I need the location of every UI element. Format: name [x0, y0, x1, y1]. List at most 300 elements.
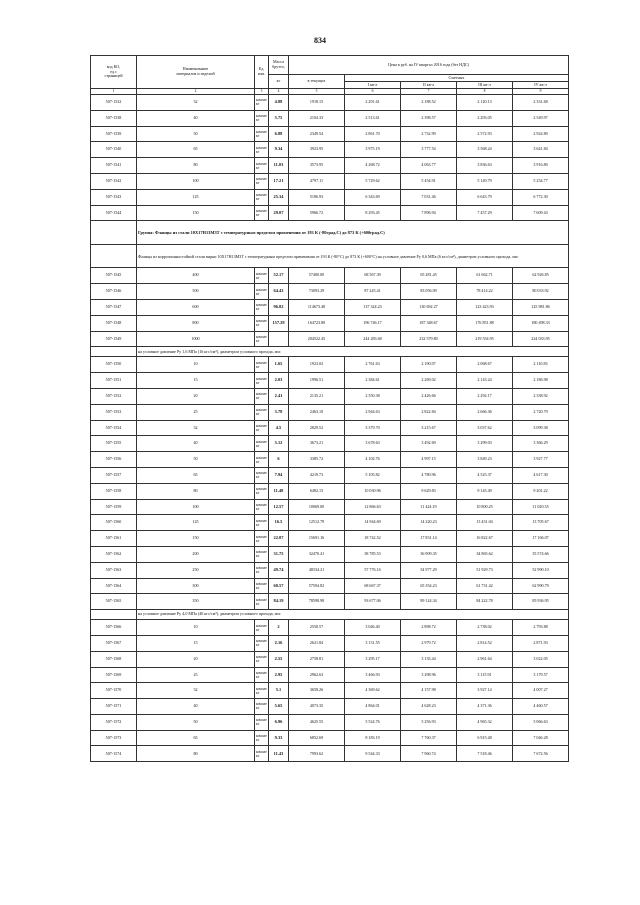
price-current: 3673.21 [289, 436, 345, 452]
price-q2: 2 979.72 [401, 635, 457, 651]
item-name: 200 [137, 546, 255, 562]
price-q2: 2 188.52 [401, 95, 457, 111]
price-current: 2135.21 [289, 388, 345, 404]
table-row [91, 515, 569, 531]
item-code: 507-1569 [91, 667, 137, 683]
price-q4: 224 033.95 [513, 331, 569, 347]
price-q3: 61 662.71 [457, 268, 513, 284]
price-q2: 3 298.96 [401, 667, 457, 683]
item-name: 1000 [137, 331, 255, 347]
table-row [91, 95, 569, 111]
item-weight: 5.65 [269, 699, 289, 715]
price-current: 1923.02 [289, 357, 345, 373]
price-q3: 4 371.36 [457, 699, 513, 715]
item-unit: компле кт [255, 499, 269, 515]
item-unit: компле кт [255, 651, 269, 667]
price-q2: 2 190.07 [401, 357, 457, 373]
price-q3: 176 851.88 [457, 315, 513, 331]
price-current: 6852.69 [289, 730, 345, 746]
item-code: 507-1546 [91, 284, 137, 300]
item-unit: компле кт [255, 420, 269, 436]
price-q2: 83 056.09 [401, 284, 457, 300]
item-name: 40 [137, 699, 255, 715]
price-current: 204522.45 [289, 331, 345, 347]
item-name: 40 [137, 110, 255, 126]
item-name: 100 [137, 173, 255, 189]
header-code: код КО, ед.с страницей [91, 56, 137, 89]
price-q3: 84 222.78 [457, 594, 513, 610]
item-weight: 31.75 [269, 546, 289, 562]
item-name: 80 [137, 746, 255, 762]
item-unit: компле кт [255, 467, 269, 483]
price-current: 3923.95 [289, 142, 345, 158]
item-name: 500 [137, 284, 255, 300]
price-current: 3658.26 [289, 683, 345, 699]
item-unit: компле кт [255, 546, 269, 562]
price-q2: 130 692.27 [401, 299, 457, 315]
price-q4: 2 110.83 [513, 357, 569, 373]
price-q1: 93 677.06 [345, 594, 401, 610]
price-q4: 3 366.29 [513, 436, 569, 452]
item-unit: компле кт [255, 284, 269, 300]
price-q3: 3 037.62 [457, 420, 513, 436]
item-weight: 11.43 [269, 746, 289, 762]
table-row [91, 420, 569, 436]
table-row [91, 268, 569, 284]
note-section-1 [91, 347, 569, 357]
price-q4: 180 498.33 [513, 315, 569, 331]
item-code: 507-1573 [91, 730, 137, 746]
price-q3: 10 800.25 [457, 499, 513, 515]
price-q3: 9 145.49 [457, 483, 513, 499]
item-name: 32 [137, 95, 255, 111]
price-q2: 7 760.37 [401, 730, 457, 746]
price-q2: 2 269.02 [401, 373, 457, 389]
item-code: 507-1568 [91, 651, 137, 667]
item-name: 25 [137, 667, 255, 683]
table-row [91, 436, 569, 452]
price-q2: 7 031.46 [401, 189, 457, 205]
price-q3: 2 572.93 [457, 126, 513, 142]
item-code: 507-1542 [91, 173, 137, 189]
price-q3: 2 293.05 [457, 110, 513, 126]
item-unit: компле кт [255, 110, 269, 126]
price-q3: 219 554.95 [457, 331, 513, 347]
price-q3: 5 149.79 [457, 173, 513, 189]
price-q1: 2 861.70 [345, 126, 401, 142]
price-current: 2962.63 [289, 667, 345, 683]
price-q1: 2 513.61 [345, 110, 401, 126]
price-q4: 85 936.95 [513, 594, 569, 610]
column-index: 2 [137, 89, 255, 95]
item-weight: 2 [269, 620, 289, 636]
price-q1: 2 384.61 [345, 373, 401, 389]
item-name: 800 [137, 315, 255, 331]
table-row [91, 499, 569, 515]
price-q4: 9 201.22 [513, 483, 569, 499]
item-weight: 9.33 [269, 730, 289, 746]
price-q1: 38 785.53 [345, 546, 401, 562]
price-q1: 12 866.63 [345, 499, 401, 515]
header-name: Наименование материалов и изделий [137, 56, 255, 89]
price-current: 3573.95 [289, 158, 345, 174]
table-row [91, 730, 569, 746]
price-q3: 2 068.67 [457, 357, 513, 373]
header-weight-unit: кг [269, 75, 289, 89]
item-unit: компле кт [255, 158, 269, 174]
item-weight: 29.07 [269, 205, 289, 221]
price-current: 2621.84 [289, 635, 345, 651]
item-code: 507-1567 [91, 635, 137, 651]
price-q1: 2 944.63 [345, 404, 401, 420]
price-q2: 5 256.93 [401, 714, 457, 730]
price-q4: 2 331.68 [513, 95, 569, 111]
header-q4: IV кв-л [513, 82, 569, 89]
item-unit: компле кт [255, 699, 269, 715]
table-row [91, 594, 569, 610]
price-current: 114673.48 [289, 299, 345, 315]
item-unit: компле кт [255, 667, 269, 683]
table-row [91, 635, 569, 651]
table-row [91, 299, 569, 315]
table-row [91, 452, 569, 468]
price-q1: 57 776.16 [345, 562, 401, 578]
item-unit: компле кт [255, 578, 269, 594]
price-q1: 8 293.45 [345, 205, 401, 221]
price-current: 2104.33 [289, 110, 345, 126]
price-q1: 4 268.72 [345, 158, 401, 174]
item-unit: компле кт [255, 730, 269, 746]
item-code: 507-1541 [91, 158, 137, 174]
price-q4: 5 254.77 [513, 173, 569, 189]
note-section-2 [91, 610, 569, 620]
price-current: 5186.93 [289, 189, 345, 205]
item-weight: 84.19 [269, 594, 289, 610]
table-row [91, 126, 569, 142]
price-current: 32470.41 [289, 546, 345, 562]
header-q3: III кв-л [457, 82, 513, 89]
price-q4: 2 924.80 [513, 126, 569, 142]
item-name: 10 [137, 620, 255, 636]
section-rows-b [91, 268, 569, 347]
item-code: 507-1548 [91, 315, 137, 331]
table-row [91, 173, 569, 189]
item-unit: компле кт [255, 268, 269, 284]
price-q3: 6 915.48 [457, 730, 513, 746]
price-current: 1996.51 [289, 373, 345, 389]
item-code: 507-1543 [91, 189, 137, 205]
price-q2: 187 348.67 [401, 315, 457, 331]
table-row [91, 578, 569, 594]
column-index: 7 [401, 89, 457, 95]
column-index: 3 [255, 89, 269, 95]
price-current: 2829.52 [289, 420, 345, 436]
price-q4: 7 609.43 [513, 205, 569, 221]
price-q2: 3 492.69 [401, 436, 457, 452]
price-current: 4625.55 [289, 714, 345, 730]
table-row [91, 651, 569, 667]
price-q3: 4 965.32 [457, 714, 513, 730]
price-q3: 51 929.73 [457, 562, 513, 578]
item-name: 80 [137, 483, 255, 499]
item-unit: компле кт [255, 142, 269, 158]
price-q3: 2 292.17 [457, 388, 513, 404]
item-code: 507-1556 [91, 452, 137, 468]
price-q3: 2 814.52 [457, 635, 513, 651]
price-q2: 2 426.66 [401, 388, 457, 404]
price-q4: 11 020.35 [513, 499, 569, 515]
price-q3: 2 666.36 [457, 404, 513, 420]
item-weight: 11.48 [269, 483, 289, 499]
item-name: 50 [137, 126, 255, 142]
price-q2: 11 424.19 [401, 499, 457, 515]
item-unit: компле кт [255, 620, 269, 636]
price-q3: 3 836.63 [457, 158, 513, 174]
price-q1: 3 131.55 [345, 635, 401, 651]
price-q3: 2 143.24 [457, 373, 513, 389]
item-unit: компле кт [255, 683, 269, 699]
table-row [91, 467, 569, 483]
price-current: 2758.81 [289, 651, 345, 667]
price-q3: 34 865.62 [457, 546, 513, 562]
header-weight: Масса брутто, [269, 56, 289, 75]
item-weight: 17.21 [269, 173, 289, 189]
price-current: 6482.15 [289, 483, 345, 499]
price-current: 7993.62 [289, 746, 345, 762]
table-row [91, 331, 569, 347]
item-code: 507-1563 [91, 562, 137, 578]
item-unit: компле кт [255, 95, 269, 111]
note-code-cell [91, 347, 137, 357]
price-q1: 3 379.70 [345, 420, 401, 436]
price-q1: 8 183.19 [345, 730, 401, 746]
price-q1: 4 102.76 [345, 452, 401, 468]
item-weight: 5.1 [269, 683, 289, 699]
price-current: 15691.16 [289, 531, 345, 547]
header-price-title: Цена в руб. на IV квартал 2016 года (без НДС) [289, 56, 569, 75]
table-row [91, 562, 569, 578]
item-unit: компле кт [255, 388, 269, 404]
price-q4: 2 338.92 [513, 388, 569, 404]
price-q1: 196 746.17 [345, 315, 401, 331]
price-q2: 7 960.74 [401, 746, 457, 762]
price-q2: 4 997.15 [401, 452, 457, 468]
item-code: 507-1571 [91, 699, 137, 715]
price-current: 4797.11 [289, 173, 345, 189]
header-current: в текущих [289, 75, 345, 89]
price-table [90, 55, 569, 762]
section-rows-c [91, 357, 569, 610]
item-unit: компле кт [255, 373, 269, 389]
item-name: 80 [137, 158, 255, 174]
table-row [91, 373, 569, 389]
item-name: 150 [137, 205, 255, 221]
price-q3: 123 423.93 [457, 299, 513, 315]
table-row [91, 404, 569, 420]
price-q1: 14 944.69 [345, 515, 401, 531]
price-q3: 78 414.22 [457, 284, 513, 300]
item-weight: 6.88 [269, 126, 289, 142]
price-q4: 3 099.38 [513, 420, 569, 436]
item-unit: компле кт [255, 746, 269, 762]
price-q1: 5 105.82 [345, 467, 401, 483]
price-q1: 3 678.63 [345, 436, 401, 452]
table-row [91, 158, 569, 174]
price-q1: 2 761.63 [345, 357, 401, 373]
item-code: 507-1544 [91, 205, 137, 221]
price-q3: 2 961.64 [457, 651, 513, 667]
item-code: 507-1552 [91, 388, 137, 404]
item-unit: компле кт [255, 714, 269, 730]
price-q2: 7 896.94 [401, 205, 457, 221]
item-unit: компле кт [255, 205, 269, 221]
price-q1: 3 046.40 [345, 620, 401, 636]
item-weight: 16.5 [269, 515, 289, 531]
price-q2: 3 215.67 [401, 420, 457, 436]
item-name: 400 [137, 268, 255, 284]
item-weight [269, 331, 289, 347]
item-weight: 157.29 [269, 315, 289, 331]
price-current: 164723.80 [289, 315, 345, 331]
item-code: 507-1574 [91, 746, 137, 762]
header-q2: II кв-л [401, 82, 457, 89]
price-q4: 4 617.30 [513, 467, 569, 483]
item-code: 507-1549 [91, 331, 137, 347]
item-code: 507-1545 [91, 268, 137, 284]
price-q4: 13 705.67 [513, 515, 569, 531]
column-index: 8 [457, 89, 513, 95]
price-q4: 3 927.77 [513, 452, 569, 468]
price-q1: 9 544.33 [345, 746, 401, 762]
item-name: 125 [137, 515, 255, 531]
item-weight: 7.94 [269, 467, 289, 483]
price-q2: 3 135.44 [401, 651, 457, 667]
price-q2: 232 579.80 [401, 331, 457, 347]
price-current: 2463.10 [289, 404, 345, 420]
item-code: 507-1558 [91, 483, 137, 499]
item-weight: 1.65 [269, 357, 289, 373]
table-row [91, 683, 569, 699]
item-weight: 6.96 [269, 714, 289, 730]
item-unit: компле кт [255, 531, 269, 547]
section-rows-d [91, 620, 569, 762]
table-row [91, 546, 569, 562]
item-unit: компле кт [255, 299, 269, 315]
price-q1: 18 742.52 [345, 531, 401, 547]
item-name: 350 [137, 594, 255, 610]
price-q2: 17 831.14 [401, 531, 457, 547]
item-code: 507-1550 [91, 357, 137, 373]
pressure-note: на условное давление Ру 1,6 МПа (16 кгс/см²), диаметром условного прохода, мм: [137, 347, 569, 357]
item-code: 507-1555 [91, 436, 137, 452]
item-code: 507-1538 [91, 110, 137, 126]
price-q3: 3 568.24 [457, 142, 513, 158]
item-unit: компле кт [255, 404, 269, 420]
item-code: 507-1554 [91, 420, 137, 436]
item-unit: компле кт [255, 126, 269, 142]
price-q4: 4 007.27 [513, 683, 569, 699]
table-row [91, 284, 569, 300]
item-unit: компле кт [255, 315, 269, 331]
item-weight: 64.43 [269, 284, 289, 300]
subgroup-code-cell [91, 245, 137, 268]
table-row [91, 205, 569, 221]
item-unit: компле кт [255, 189, 269, 205]
item-code: 507-1547 [91, 299, 137, 315]
note-code-cell [91, 610, 137, 620]
price-q2: 2 732.99 [401, 126, 457, 142]
table-row [91, 746, 569, 762]
price-current: 5966.72 [289, 205, 345, 221]
price-q4: 125 981.86 [513, 299, 569, 315]
item-unit: компле кт [255, 562, 269, 578]
price-current: 57400.00 [289, 268, 345, 284]
item-code: 507-1565 [91, 594, 137, 610]
item-name: 15 [137, 635, 255, 651]
item-code: 507-1564 [91, 578, 137, 594]
price-q1: 2 550.38 [345, 388, 401, 404]
item-name: 65 [137, 730, 255, 746]
column-index: 5 [289, 89, 345, 95]
item-unit: компле кт [255, 436, 269, 452]
price-q3: 3 115.91 [457, 667, 513, 683]
price-q3: 6 643.79 [457, 189, 513, 205]
price-q4: 3 916.80 [513, 158, 569, 174]
price-q4: 62 990.79 [513, 578, 569, 594]
table-row [91, 110, 569, 126]
price-current: 4219.73 [289, 467, 345, 483]
item-name: 65 [137, 467, 255, 483]
table-row [91, 531, 569, 547]
item-weight: 96.82 [269, 299, 289, 315]
item-name: 10 [137, 357, 255, 373]
item-weight: 5.75 [269, 110, 289, 126]
table-row [91, 714, 569, 730]
page-number: 834 [314, 36, 326, 45]
item-name: 150 [137, 531, 255, 547]
price-q4: 2 720.79 [513, 404, 569, 420]
price-q3: 7 457.29 [457, 205, 513, 221]
item-unit: компле кт [255, 515, 269, 531]
item-weight: 2.03 [269, 373, 289, 389]
price-q4: 35 574.66 [513, 546, 569, 562]
price-current: 2349.54 [289, 126, 345, 142]
price-q2: 4 157.98 [401, 683, 457, 699]
price-q4: 17 166.07 [513, 531, 569, 547]
price-q2: 65 281.45 [401, 268, 457, 284]
item-name: 20 [137, 388, 255, 404]
price-q4: 2 871.93 [513, 635, 569, 651]
header-q1: I кв-л [345, 82, 401, 89]
price-q3: 2 120.13 [457, 95, 513, 111]
item-name: 20 [137, 651, 255, 667]
item-weight: 52.17 [269, 268, 289, 284]
price-q4: 2 186.98 [513, 373, 569, 389]
price-q1: 68 667.37 [345, 578, 401, 594]
price-q4: 2 793.88 [513, 620, 569, 636]
item-code: 507-1551 [91, 373, 137, 389]
item-weight: 22.07 [269, 531, 289, 547]
item-weight: 2.95 [269, 667, 289, 683]
price-current: 4073.35 [289, 699, 345, 715]
item-name: 15 [137, 373, 255, 389]
price-q3: 61 731.42 [457, 578, 513, 594]
header-quarters: Сметных [345, 75, 569, 82]
price-q1: 2 291.61 [345, 95, 401, 111]
price-current: 78598.98 [289, 594, 345, 610]
price-current: 3385.72 [289, 452, 345, 468]
price-q1: 3 975.19 [345, 142, 401, 158]
